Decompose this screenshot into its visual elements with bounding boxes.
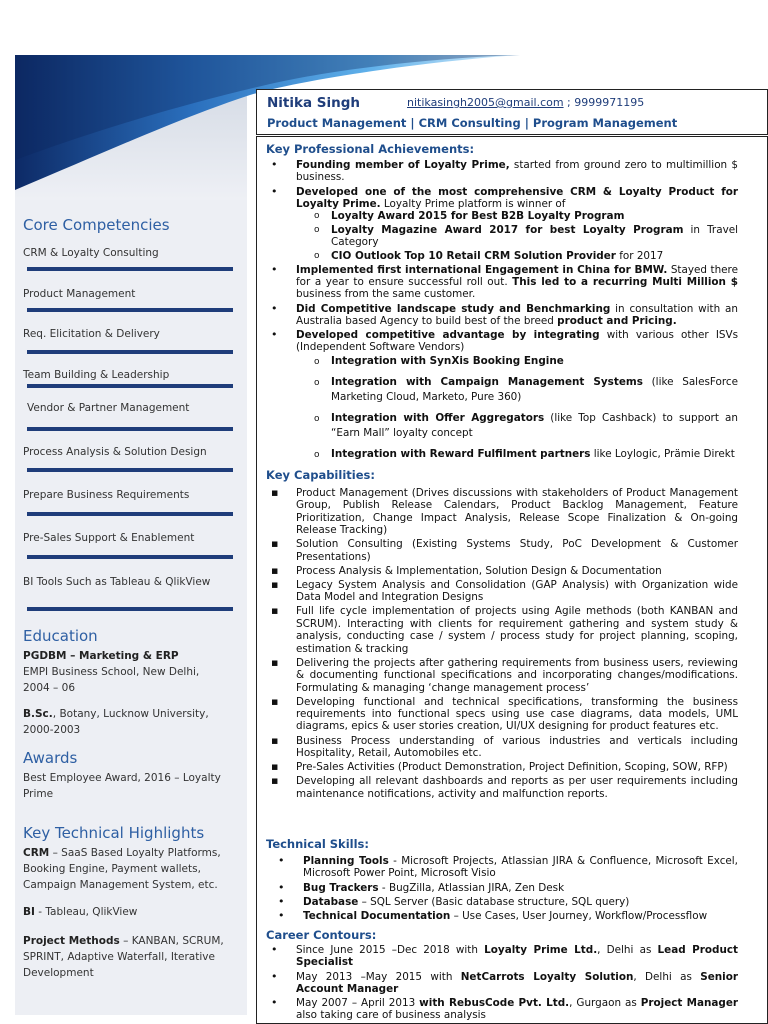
skill-label: Bug Trackers (303, 881, 379, 894)
list-item (296, 210, 738, 222)
list-item: ▪ Developing functional and technical specifications, transforming the business requirements into functional specs using use case diagrams, data models, UML diagrams, epics & user stories creation, UI/UX designing for product features etc. (268, 696, 738, 733)
career-text: , Delhi as (633, 970, 701, 983)
sub-bold: Integration with SynXis Booking Engine (331, 354, 564, 367)
achievement-text: Stayed there for a year to ensure successful roll out. (296, 263, 738, 289)
tech-label: Project Methods (23, 935, 120, 947)
competency-bar (27, 468, 233, 472)
tech-text: - Tableau, QlikView (34, 906, 138, 918)
achievement-bold: Developed competitive advantage by integrating (296, 329, 600, 342)
achievements-heading: Key Professional Achievements: (266, 142, 475, 156)
capabilities-list (268, 487, 738, 802)
list-item (296, 250, 738, 262)
list-item: ▪ Product Management (Drives discussions with stakeholders of Product Management Group, Publish Release Calendars, Product Backlog Management, Feature Prioritization, Change Impact Analysis, Release Scope Finalization & On-going Release Tracking) (268, 487, 738, 537)
sub-text: for 2017 (615, 249, 664, 262)
career-text: Since June 2015 –Dec 2018 with (296, 944, 485, 956)
career-text: also taking care of business analysis (296, 1009, 486, 1022)
career-company: Loyalty Prime Ltd. (484, 944, 598, 956)
education-entry-2 (23, 706, 213, 738)
competency-item: Pre-Sales Support & Enablement (23, 532, 195, 544)
list-item (296, 224, 738, 249)
list-item (268, 971, 738, 996)
tech-highlight-crm (23, 845, 238, 893)
competency-item: Team Building & Leadership (23, 369, 170, 381)
career-text: , Delhi as (597, 944, 658, 956)
achievement-text: business from the same customer. (296, 288, 476, 301)
sub-text: in Travel Category (331, 223, 738, 249)
list-item: ▪ Business Process understanding of various industries and verticals including Hospitality, Retail, Automobiles etc. (268, 735, 738, 760)
phone-number: ; 9999971195 (563, 96, 645, 109)
core-competencies-heading: Core Competencies (23, 216, 170, 234)
competency-item: Product Management (23, 288, 136, 300)
candidate-name: Nitika Singh (267, 95, 361, 111)
competency-bar (27, 512, 233, 516)
sub-text: (like Top Cashback) to support an “Earn Mall” loyalty concept (331, 411, 738, 439)
competency-item: BI Tools Such as Tableau & QlikView (23, 576, 211, 588)
sub-bold: Integration with Campaign Management Systems (331, 375, 643, 388)
sub-bold: Loyalty Award 2015 for Best B2B Loyalty Program (331, 210, 625, 223)
achievement-text: in consultation with an Australia based Agency to build best of the breed (296, 302, 738, 327)
tech-label: BI (23, 906, 35, 918)
list-item: ▪ Legacy System Analysis and Consolidation (GAP Analysis) with Organization wide Data Model and Integration Designs (268, 579, 738, 604)
list-item (296, 447, 738, 462)
achievement-bold: Founding member of Loyalty Prime, (296, 159, 510, 171)
header-box (256, 89, 768, 135)
list-item (268, 186, 738, 262)
awards-heading: Awards (23, 749, 78, 767)
sub-bold: Loyalty Magazine Award 2017 for best Loyalty Program (331, 223, 684, 236)
competency-item: CRM & Loyalty Consulting (23, 247, 159, 259)
edu-detail: EMPI Business School, New Delhi, 2004 – 06 (23, 666, 200, 694)
competency-item: Req. Elicitation & Delivery (23, 328, 160, 340)
competency-item: Process Analysis & Solution Design (23, 446, 207, 458)
edu-detail: , Botany, Lucknow University, 2000-2003 (23, 708, 209, 736)
achievement-bold: This led to a recurring Multi Million $ (512, 276, 738, 289)
career-text: May 2007 – April 2013 (296, 997, 420, 1009)
sub-text: (like SalesForce Marketing Cloud, Marketo, Pure 360) (331, 375, 738, 403)
tech-text: – KANBAN, SCRUM, SPRINT, Adaptive Waterfall, Iterative Development (23, 935, 224, 979)
achievement-bold: Did Competitive landscape study and Benchmarking (296, 302, 611, 315)
technical-skills-heading: Technical Skills: (266, 837, 369, 851)
list-item (268, 159, 738, 184)
career-role: Lead Product Specialist (296, 944, 739, 969)
list-item: ▪ Solution Consulting (Existing Systems Study, PoC Development & Customer Presentations) (268, 538, 738, 563)
career-heading: Career Contours: (266, 928, 377, 942)
award-entry: Best Employee Award, 2016 – Loyalty Prime (23, 772, 221, 800)
competency-bar (27, 350, 233, 354)
skill-label: Technical Documentation (303, 909, 451, 922)
edu-degree: PGDBM – Marketing & ERP (23, 650, 179, 662)
technical-skills-list (275, 855, 738, 924)
list-item (275, 882, 738, 894)
list-item (275, 855, 738, 880)
skill-label: Database (303, 895, 359, 908)
tech-highlight-methods (23, 933, 238, 981)
sub-bold: CIO Outlook Top 10 Retail CRM Solution Provider (331, 249, 616, 262)
sub-bold: Integration with Offer Aggregators (331, 411, 545, 424)
career-company: NetCarrots Loyalty Solution (460, 970, 634, 983)
skill-text: – SQL Server (Basic database structure, SQL query) (358, 895, 630, 908)
skill-text: - BugZilla, Atlassian JIRA, Zen Desk (378, 881, 565, 894)
tech-text: – SaaS Based Loyalty Platforms, Booking Engine, Payment wallets, Campaign Management System, etc. (23, 847, 221, 891)
achievement-text: started from ground zero to multimillion $ business. (296, 159, 738, 184)
education-entry-1 (23, 648, 213, 696)
tagline: Product Management | CRM Consulting | Program Management (267, 116, 678, 130)
achievement-text: with various other ISVs (Independent Software Vendors) (296, 329, 739, 354)
contact-info (407, 96, 644, 109)
career-list (268, 944, 738, 1024)
achievement-text: Loyalty Prime platform is winner of (380, 197, 566, 210)
achievement-bold: product and Pricing. (557, 314, 677, 327)
competency-bar (27, 384, 233, 388)
skill-text: - Microsoft Projects, Atlassian JIRA & Confluence, Microsoft Excel, Microsoft Power Point, Microsoft Visio (303, 855, 738, 880)
competency-item: Vendor & Partner Management (27, 402, 190, 414)
career-company: with RebusCode Pvt. Ltd. (419, 997, 570, 1009)
career-role: Senior Account Manager (296, 970, 738, 995)
list-item: ▪ Process Analysis & Implementation, Solution Design & Documentation (268, 565, 738, 577)
achievement-bold: Implemented first international Engagement in China for BMW. (296, 263, 668, 276)
list-item (268, 329, 738, 462)
list-item (268, 264, 738, 301)
list-item (275, 910, 738, 922)
list-item (268, 303, 738, 328)
capabilities-heading: Key Capabilities: (266, 468, 375, 482)
list-item (268, 944, 738, 969)
competency-bar (27, 607, 233, 611)
list-item: ▪ Developing all relevant dashboards and reports as per user requirements including maintenance notifications, activity and malfunction reports. (268, 775, 738, 800)
sub-bold: Integration with Reward Fulfilment partners (331, 447, 591, 460)
tech-highlights-heading: Key Technical Highlights (23, 824, 205, 842)
career-text: , Gurgaon as (569, 997, 641, 1009)
career-role: Project Manager (640, 997, 739, 1009)
competency-bar (27, 555, 233, 559)
achievements-list (268, 159, 738, 468)
education-heading: Education (23, 627, 98, 645)
achievement-bold: Developed one of the most comprehensive CRM & Loyalty Product for Loyalty Prime. (296, 185, 738, 210)
award-sublist (296, 210, 738, 262)
email-link[interactable]: nitikasingh2005@gmail.com (407, 96, 564, 109)
tech-label: CRM (23, 847, 50, 859)
competency-bar (27, 308, 233, 312)
tech-highlight-bi (23, 904, 238, 920)
list-item: ▪ Full life cycle implementation of projects using Agile methods (both KANBAN and SCRUM). Interacting with clients for requirement gathering and system study & analysis, conducting case / system / process study for project planning, scoping, estimation & tracking (268, 605, 738, 655)
competency-bar (27, 267, 233, 271)
list-item (296, 375, 738, 405)
list-item (296, 354, 738, 369)
list-item: ▪ Delivering the projects after gathering requirements from business users, reviewing & documenting functional specifications and incorporating changes/modifications. Formulating & managing ‘change management process’ (268, 657, 738, 694)
skill-text: – Use Cases, User Journey, Workflow/Processflow (450, 909, 708, 922)
list-item (275, 896, 738, 908)
competency-item: Prepare Business Requirements (23, 489, 190, 501)
career-text: May 2013 –May 2015 with (296, 970, 461, 983)
list-item (268, 997, 738, 1022)
integration-sublist (296, 354, 738, 462)
competency-bar (27, 427, 233, 431)
sub-text: like Loylogic, Prämie Direkt (590, 447, 735, 460)
edu-degree: B.Sc. (23, 708, 53, 720)
list-item (296, 411, 738, 441)
skill-label: Planning Tools (303, 855, 389, 867)
list-item: ▪ Pre-Sales Activities (Product Demonstration, Project Definition, Scoping, SOW, RFP) (268, 761, 738, 773)
